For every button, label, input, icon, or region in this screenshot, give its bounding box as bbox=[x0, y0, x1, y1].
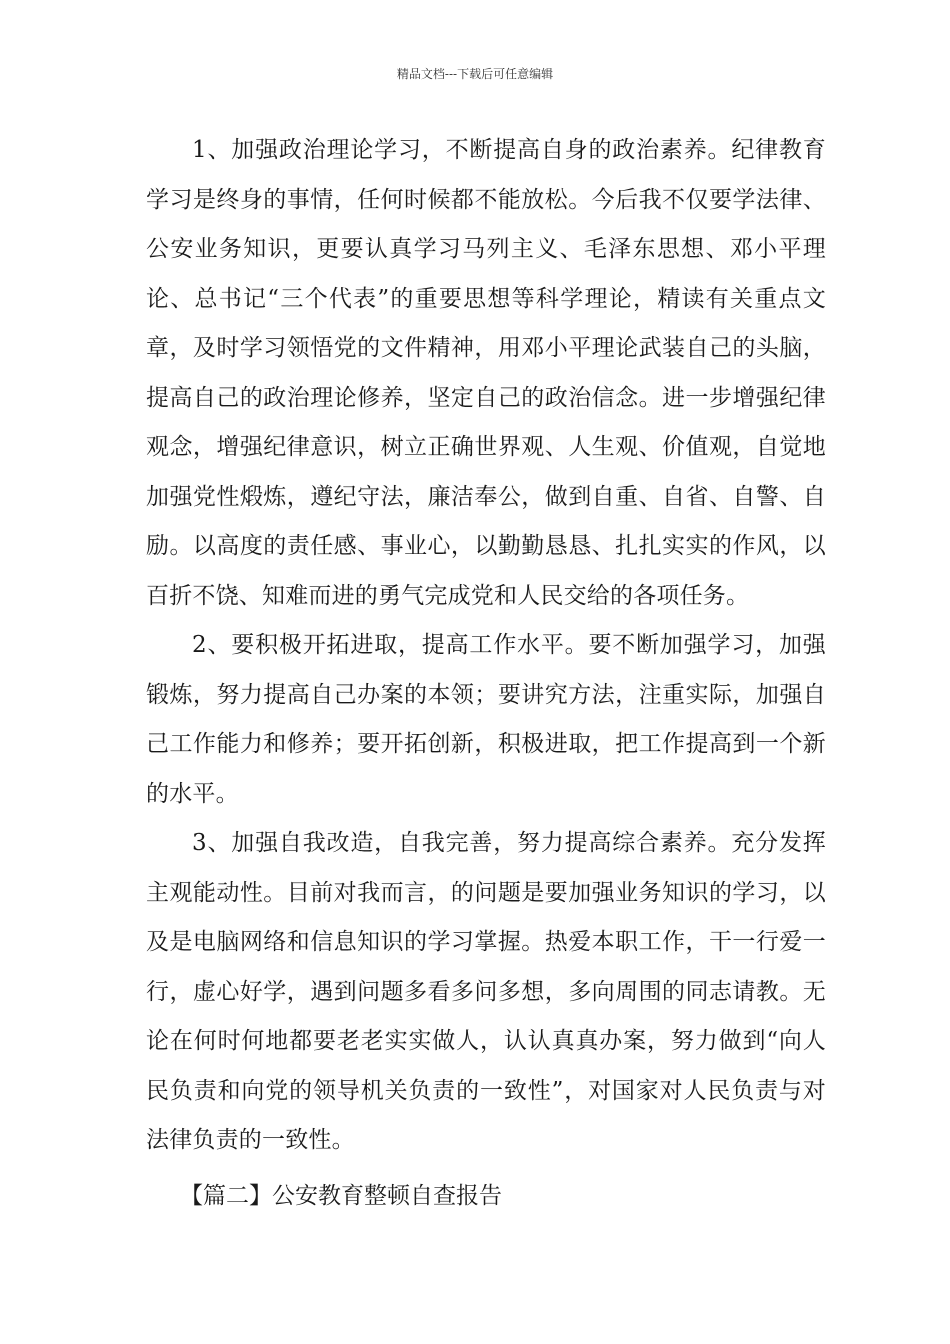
page-header: 精品文档---下载后可任意编辑 bbox=[396, 67, 554, 81]
section-title: 【篇二】公安教育整顿自查报告 bbox=[180, 1183, 502, 1209]
paragraph-3: 3、加强自我改造，自我完善，努力提高综合素养。充分发挥主观能动性。目前对我而言，的问题是要加强业务知识的学习，以及是电脑网络和信息知识的学习掌握。热爱本职工作，干一行爱一行，虚心好学，遇到问题多看多问多想，多向周围的同志请教。无论在何时何地都要老老实实做人，认认真真办案，努力做到“向人民负责和向党的领导机关负责的一致性”，对国家对人民负责与对法律负责的一致性。 bbox=[146, 830, 826, 1153]
document-body bbox=[146, 126, 826, 1166]
paragraph-1: 1、加强政治理论学习，不断提高自身的政治素养。纪律教育学习是终身的事情，任何时候都不能放松。今后我不仅要学法律、公安业务知识，更要认真学习马列主义、毛泽东思想、邓小平理论、总书记“三个代表”的重要思想等科学理论，精读有关重点文章，及时学习领悟党的文件精神，用邓小平理论武装自己的头脑，提高自己的政治理论修养，坚定自己的政治信念。进一步增强纪律观念，增强纪律意识，树立正确世界观、人生观、价值观，自觉地加强党性煅炼，遵纪守法，廉洁奉公，做到自重、自省、自警、自励。以高度的责任感、事业心，以勤勤恳恳、扎扎实实的作风，以百折不饶、知难而进的勇气完成党和人民交给的各项任务。 bbox=[146, 137, 826, 609]
paragraph-2: 2、要积极开拓进取，提高工作水平。要不断加强学习，加强锻炼，努力提高自己办案的本领；要讲究方法，注重实际，加强自己工作能力和修养；要开拓创新，积极进取，把工作提高到一个新的水平。 bbox=[146, 632, 826, 807]
